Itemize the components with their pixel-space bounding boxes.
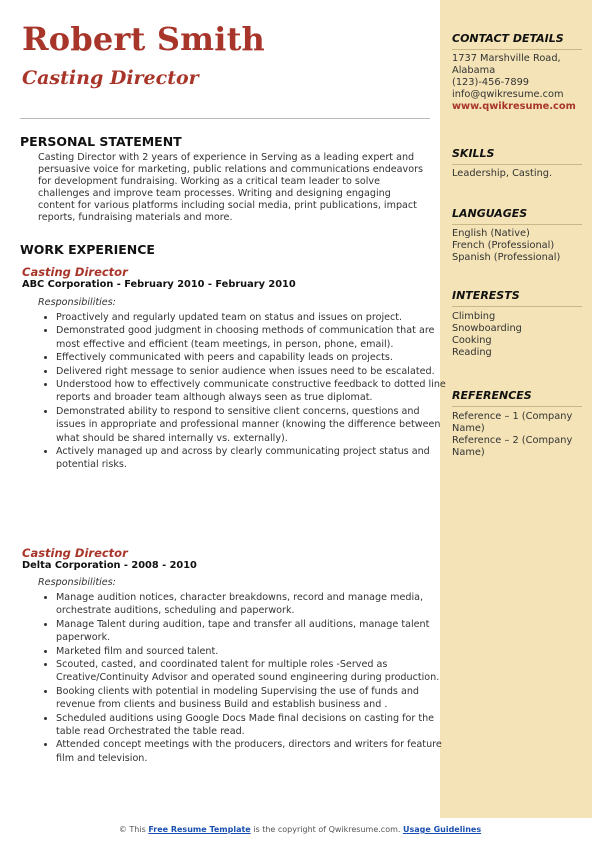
references-list	[452, 411, 586, 459]
interests-heading: INTERESTS	[452, 289, 582, 307]
footer-copyright: © This	[118, 825, 146, 834]
website-link[interactable]: www.qwikresume.com	[452, 101, 576, 112]
list-item: • Booking clients with potential in modeling Supervising the use of funds and revenue from clients and business Build and establish business and .	[56, 685, 448, 712]
list-item: • Actively managed up and across by clearly communicating project status and potential risks.	[56, 445, 448, 472]
list-item: • Effectively communicated with peers and capability leads on projects.	[56, 351, 448, 364]
state-line: Alabama	[452, 65, 496, 76]
list-item: • Scheduled auditions using Google Docs Made final decisions on casting for the table read Orchestrated the table read.	[56, 712, 448, 739]
list-item: Climbing	[452, 311, 496, 322]
list-item: • Manage Talent during audition, tape and transfer all auditions, manage talent paperwork.	[56, 618, 448, 645]
list-item: • Manage audition notices, character breakdowns, record and manage media, orchestrate auditions, scheduling and paperwork.	[56, 591, 448, 618]
list-item: Reference – 1 (Company Name)	[452, 411, 573, 434]
list-item: • Demonstrated ability to respond to sensitive client concerns, questions and issues in appropriate and professional manner (knowing the difference between what should be shared internally vs. externally).	[56, 405, 448, 445]
list-item: Reference – 2 (Company Name)	[452, 435, 573, 458]
list-item: English (Native)	[452, 228, 530, 239]
list-item: • Attended concept meetings with the producers, directors and writers for feature film and television.	[56, 738, 448, 765]
responsibilities-label: Responsibilities:	[38, 297, 116, 308]
contact-details-heading: CONTACT DETAILS	[452, 32, 582, 50]
list-item: • Understood how to effectively communicate constructive feedback to dotted line reports and broader team although always seen as true diplomat.	[56, 378, 448, 405]
languages-list	[452, 228, 586, 264]
email[interactable]: info@qwikresume.com	[452, 89, 564, 100]
list-item: French (Professional)	[452, 240, 555, 251]
list-item: Snowboarding	[452, 323, 522, 334]
candidate-title: Casting Director	[22, 67, 199, 89]
candidate-name: Robert Smith	[22, 20, 266, 58]
personal-statement-heading: PERSONAL STATEMENT	[20, 134, 182, 149]
list-item: • Proactively and regularly updated team on status and issues on project.	[56, 311, 448, 324]
job-title: Casting Director	[22, 546, 128, 560]
address-line: 1737 Marshville Road,	[452, 53, 561, 64]
list-item: Spanish (Professional)	[452, 252, 561, 263]
personal-statement-text: Casting Director with 2 years of experience in Serving as a leading expert and persuasive voice for marketing, public relations and communications endeavors for development fundraising. Working as a critical team leader to solve challenges and improve team processes. Writing and designing engaging content for various platforms including social media, print publications, impact reports, fundraising materials and more.	[38, 152, 424, 223]
languages-heading: LANGUAGES	[452, 207, 582, 225]
list-item: • Delivered right message to senior audience when issues need to be escalated.	[56, 365, 448, 378]
list-item: Cooking	[452, 335, 492, 346]
skills-text: Leadership, Casting.	[452, 168, 553, 179]
job-responsibilities-list	[38, 591, 448, 765]
list-item: Reading	[452, 347, 492, 358]
interests-list	[452, 311, 586, 359]
work-experience-heading: WORK EXPERIENCE	[20, 242, 155, 257]
free-resume-template-link[interactable]: Free Resume Template	[148, 825, 251, 834]
list-item: • Scouted, casted, and coordinated talent for multiple roles -Served as Creative/Continuity Advisor and operated sound engineering during production.	[56, 658, 448, 685]
job-company-dates: ABC Corporation - February 2010 - February 2010	[22, 279, 296, 290]
responsibilities-label: Responsibilities:	[38, 577, 116, 588]
phone: (123)-456-7899	[452, 77, 530, 88]
page-footer	[20, 825, 580, 834]
sidebar-panel	[440, 0, 592, 818]
footer-text: is the copyright of Qwikresume.com.	[253, 825, 401, 834]
list-item: • Marketed film and sourced talent.	[56, 645, 448, 658]
job-responsibilities-list	[38, 311, 448, 472]
references-heading: REFERENCES	[452, 389, 582, 407]
skills-heading: SKILLS	[452, 147, 582, 165]
job-title: Casting Director	[22, 265, 128, 279]
contact-details	[452, 53, 586, 113]
header-divider	[20, 118, 430, 119]
list-item: • Demonstrated good judgment in choosing methods of communication that are most effective and efficient (team meetings, in person, phone, email).	[56, 324, 448, 351]
job-company-dates: Delta Corporation - 2008 - 2010	[22, 560, 197, 571]
usage-guidelines-link[interactable]: Usage Guidelines	[402, 825, 482, 834]
